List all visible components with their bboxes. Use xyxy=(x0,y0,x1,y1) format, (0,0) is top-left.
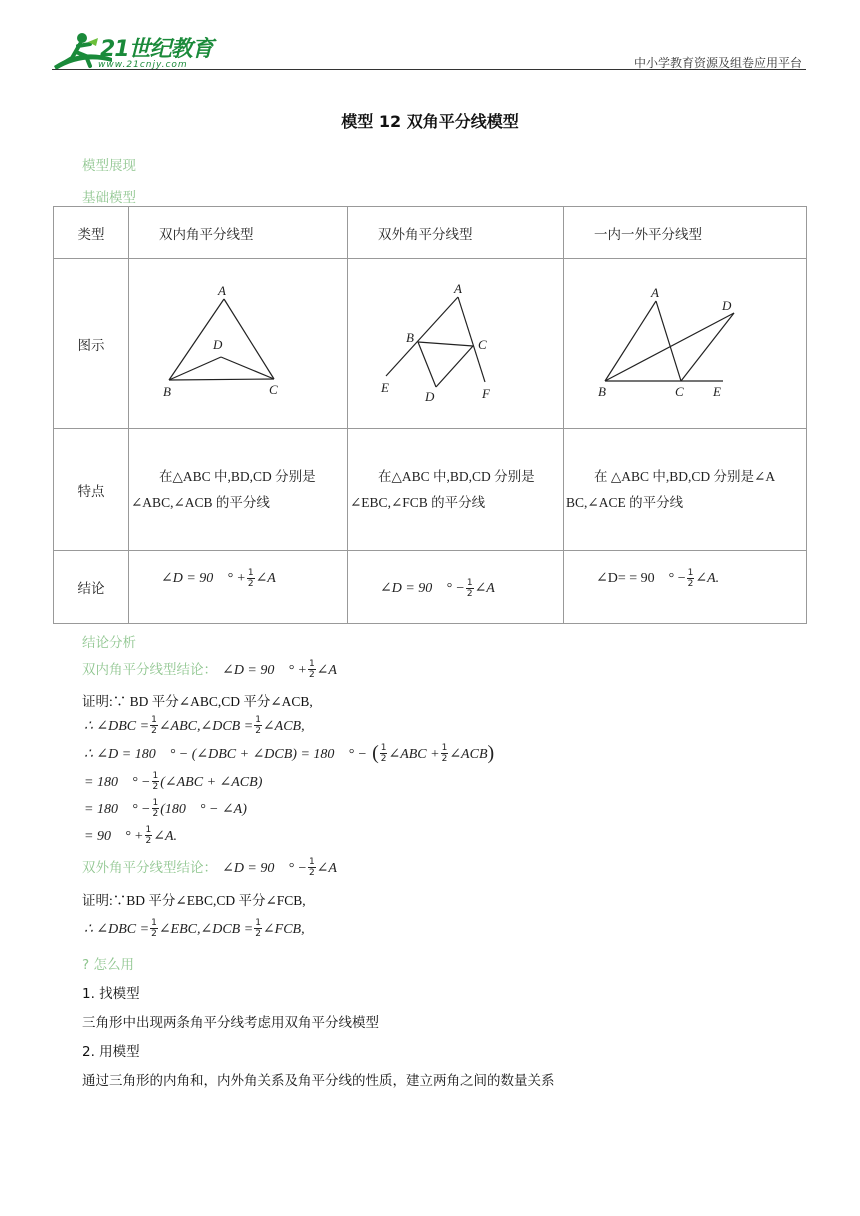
feature-mixed: 在 △ABC 中,BD,CD 分别是∠A BC,∠ACE 的平分线 xyxy=(564,429,807,551)
figure-mixed-cell xyxy=(564,259,807,429)
proof1-line1: 证明:∵ BD 平分∠ABC,CD 平分∠ACB, xyxy=(82,694,313,709)
proof1-line5: = 180 ° − $\frac{1}{2}$ (180 ° − ∠A) xyxy=(84,798,247,819)
figure-inner-diagram xyxy=(129,259,348,424)
row-label-figure: 图示 xyxy=(54,259,129,429)
platform-name: 中小学教育资源及组卷应用平台 xyxy=(633,56,802,70)
step1-title: 1. 找模型 xyxy=(82,986,140,1002)
proof1-line2: ∴ ∠DBC = $\frac{1}{2}$ ∠ABC,∠DCB = $\frac{1}{2}$ ∠ACB, xyxy=(84,715,305,736)
label-f: F xyxy=(482,386,490,401)
figure-mixed-diagram xyxy=(564,259,807,424)
step2-title: 2. 用模型 xyxy=(82,1044,140,1060)
proof1-line3: ∴ ∠D = 180 ° − (∠DBC + ∠DCB) = 180 ° − ( $\frac{1}{2}$ ∠ABC + $\frac{1}{2}$ ∠ACB) xyxy=(84,742,495,764)
outer-conclusion-line: 双外角平分线型结论： ∠D = 90 ° − $\frac{1}{2}$ ∠A xyxy=(82,857,337,878)
figure-outer-diagram xyxy=(348,259,564,424)
label-d: D xyxy=(213,337,223,352)
header-type: 类型 xyxy=(54,207,129,259)
conclusion-mixed: ∠D= = 90 ° − $\frac{1}{2}$ ∠A. xyxy=(564,551,807,624)
figure-outer-cell xyxy=(348,259,564,429)
row-label-feature: 特点 xyxy=(54,429,129,551)
label-c: C xyxy=(478,337,487,352)
label-d: D xyxy=(722,298,732,313)
label-c: C xyxy=(269,382,278,397)
brand-name: 21世纪教育 xyxy=(100,37,213,62)
header-outer: 双外角平分线型 xyxy=(348,207,564,259)
label-b: B xyxy=(163,384,171,399)
conclusion-outer: ∠D = 90 ° − $\frac{1}{2}$ ∠A xyxy=(348,551,564,624)
label-a: A xyxy=(651,285,659,300)
header-inner: 双内角平分线型 xyxy=(129,207,348,259)
proof2-line2: ∴ ∠DBC = $\frac{1}{2}$ ∠EBC,∠DCB = $\frac{1}{2}$ ∠FCB, xyxy=(84,918,305,939)
page-header xyxy=(0,0,860,80)
label-d: D xyxy=(425,389,435,404)
header-mixed: 一内一外平分线型 xyxy=(564,207,807,259)
label-a: A xyxy=(218,283,226,298)
table-header-row xyxy=(54,207,807,259)
header-divider xyxy=(52,69,806,70)
section-how-to-use: ? 怎么用 xyxy=(82,957,134,973)
inner-conclusion-line: 双内角平分线型结论： ∠D = 90 ° + $\frac{1}{2}$ ∠A xyxy=(82,659,337,680)
label-e: E xyxy=(381,380,389,395)
section-basic-model: 基础模型 xyxy=(82,190,136,206)
label-b: B xyxy=(598,384,606,399)
feature-outer: 在△ABC 中,BD,CD 分别是 ∠EBC,∠FCB 的平分线 xyxy=(348,429,564,551)
brand-url: www.21cnjy.com xyxy=(98,60,188,70)
step1-text: 三角形中出现两条角平分线考虑用双角平分线模型 xyxy=(82,1015,379,1031)
table-figure-row xyxy=(54,259,807,429)
label-e: E xyxy=(713,384,721,399)
label-b: B xyxy=(406,330,414,345)
section-model-show: 模型展现 xyxy=(82,158,136,174)
label-c: C xyxy=(675,384,684,399)
model-table xyxy=(53,206,807,624)
figure-inner-cell xyxy=(129,259,348,429)
table-feature-row xyxy=(54,429,807,551)
page-title: 模型 12 双角平分线模型 xyxy=(341,112,519,131)
proof1-line6: = 90 ° + $\frac{1}{2}$ ∠A. xyxy=(84,825,178,846)
proof2-line1: 证明:∵BD 平分∠EBC,CD 平分∠FCB, xyxy=(82,893,306,908)
label-a: A xyxy=(454,281,462,296)
conclusion-inner: ∠D = 90 ° + $\frac{1}{2}$ ∠A xyxy=(129,551,348,624)
row-label-conclusion: 结论 xyxy=(54,551,129,624)
feature-inner: 在△ABC 中,BD,CD 分别是 ∠ABC,∠ACB 的平分线 xyxy=(129,429,348,551)
step2-text: 通过三角形的内角和，内外角关系及角平分线的性质，建立两角之间的数量关系 xyxy=(82,1073,555,1089)
section-conclusion-analysis: 结论分析 xyxy=(82,635,136,651)
proof1-line4: = 180 ° − $\frac{1}{2}$ (∠ABC + ∠ACB) xyxy=(84,771,263,792)
table-conclusion-row xyxy=(54,551,807,624)
